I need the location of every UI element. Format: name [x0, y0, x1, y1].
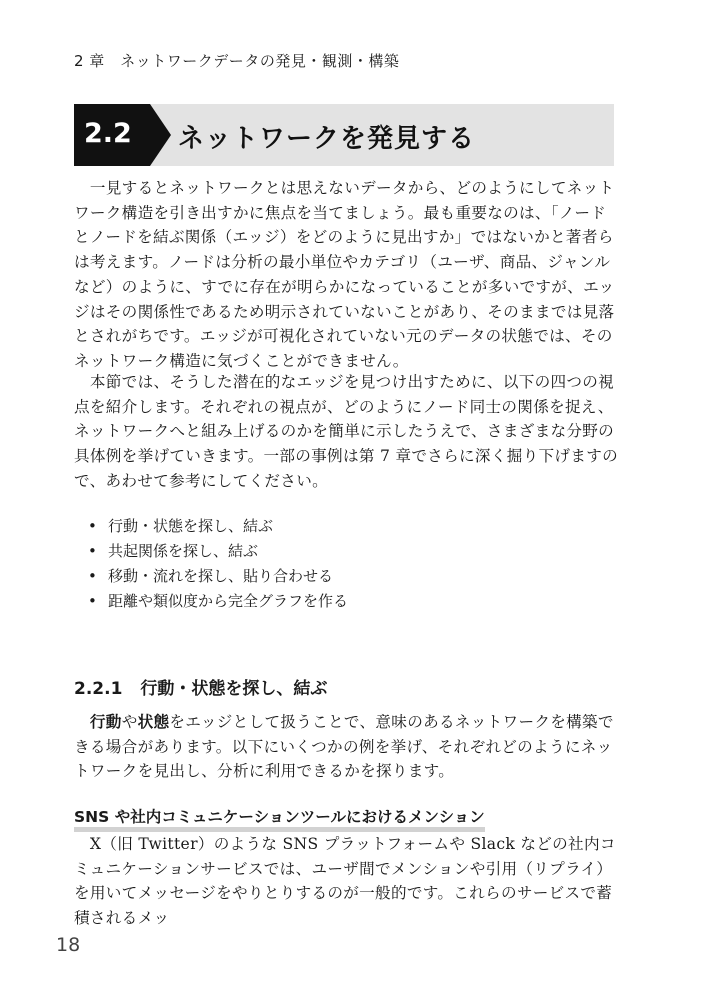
subsection-paragraph	[74, 710, 619, 784]
subsection-paragraph-text	[74, 710, 619, 784]
intro-paragraph-2-text: 本節では、そうした潜在的なエッジを見つけ出すために、以下の四つの視点を紹介します。それぞれの視点が、どのようにノード同士の関係を捉え、ネットワークへと組み上げるのかを簡単に示したうえで、さまざまな分野の具体例を挙げていきます。一部の事例は第 7 章でさらに深く掘り下げますので、あわせて参考にしてください。	[74, 373, 618, 490]
subsection-heading	[74, 674, 327, 699]
section-banner	[74, 104, 614, 166]
viewpoint-list	[88, 514, 588, 614]
list-item: • 共起関係を探し、結ぶ	[88, 539, 588, 564]
intro-paragraph-1	[74, 176, 619, 374]
list-item: • 距離や類似度から完全グラフを作る	[88, 589, 588, 614]
list-item: • 行動・状態を探し、結ぶ	[88, 514, 588, 539]
topic-paragraph-text: X（旧 Twitter）のような SNS プラットフォームや Slack などの社内コミュニケーションサービスでは、ユーザ間でメンションや引用（リプライ）を用いてメッセージをやりとりするのが一般的です。これらのサービスで蓄積されるメッ	[74, 835, 616, 928]
subsection-title: 行動・状態を探し、結ぶ	[140, 679, 328, 699]
subsection-number: 2.2.1	[74, 679, 123, 699]
list-item: • 移動・流れを探し、貼り合わせる	[88, 564, 588, 589]
topic-heading: SNS や社内コミュニケーションツールにおけるメンション	[74, 807, 485, 832]
bold-term-state: 状態	[137, 713, 170, 731]
section-number-box	[74, 104, 174, 166]
page-number: 18	[56, 934, 81, 956]
intro-paragraph-2	[74, 370, 619, 494]
section-title: ネットワークを発見する	[178, 124, 476, 154]
bold-term-action: 行動	[89, 713, 122, 731]
topic-paragraph	[74, 832, 619, 931]
section-number: 2.2	[84, 118, 132, 149]
paragraph-rest: をエッジとして扱うことで、意味のあるネットワークを構築できる場合があります。以下にいくつかの例を挙げ、それぞれどのようにネットワークを見出し、分析に利用できるかを探ります。	[74, 713, 614, 781]
connector-text: や	[121, 713, 138, 731]
intro-paragraph-1-text: 一見するとネットワークとは思えないデータから、どのようにしてネットワーク構造を引き出すかに焦点を当てましょう。最も重要なのは、「ノードとノードを結ぶ関係（エッジ）をどのように見出すか」ではないかと著者らは考えます。ノードは分析の最小単位やカテゴリ（ユーザ、商品、ジャンルなど）のように、すでに存在が明らかになっていることが多いですが、エッジはその関係性であるため明示されていないことがあり、そのままでは見落とされがちです。エッジが可視化されていない元のデータの状態では、そのネットワーク構造に気づくことができません。	[74, 179, 615, 370]
running-head: 2 章 ネットワークデータの発見・観測・構築	[74, 52, 400, 70]
